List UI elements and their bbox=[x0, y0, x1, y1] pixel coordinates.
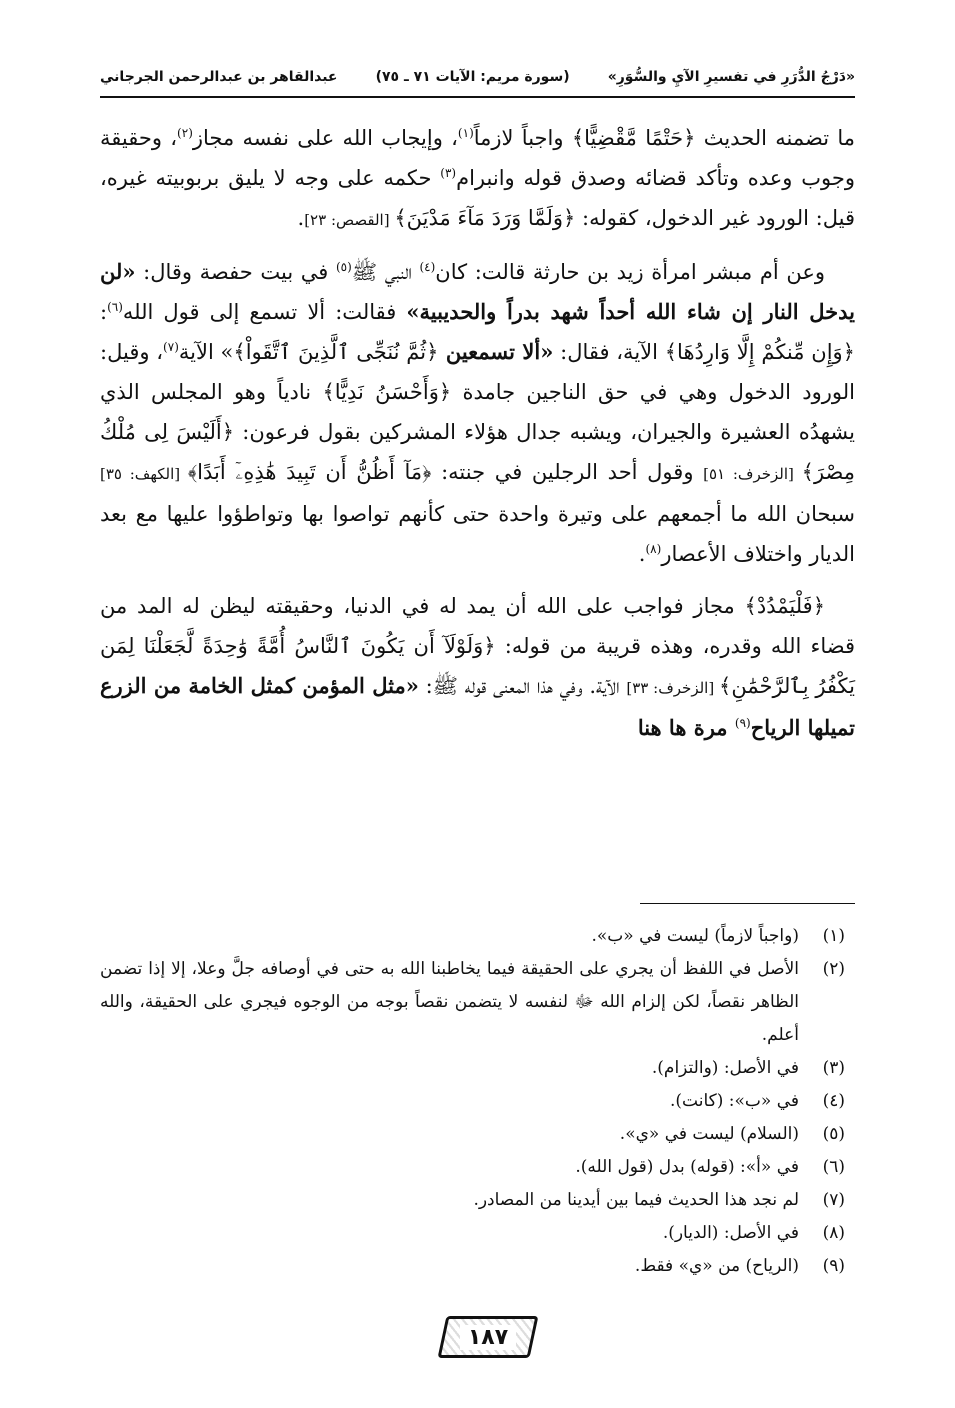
footnote-ref: (٢) bbox=[177, 126, 193, 140]
footnote-ref: (٨) bbox=[645, 542, 662, 556]
footnote-text: في «أ»: (قوله) بدل (قول الله). bbox=[575, 1157, 799, 1177]
footnote-number: (١) bbox=[822, 926, 845, 946]
footnote-ref: (١) bbox=[457, 126, 474, 140]
quran-verse: ﴿أَلَيْسَ لِى مُلْكُ مِصْرَ﴾ bbox=[100, 420, 856, 484]
footnote-number: (٣) bbox=[822, 1058, 845, 1078]
text: وعن أم مبشر امرأة زيد بن حارثة قالت: كان bbox=[435, 260, 825, 284]
text: : bbox=[100, 300, 108, 324]
footnote-number: (٧) bbox=[822, 1190, 845, 1210]
text: في بيت حفصة وقال: bbox=[135, 260, 336, 284]
running-header bbox=[100, 60, 855, 94]
footnote-ref: (٩) bbox=[734, 716, 751, 730]
text: ، وإيجاب الله على نفسه مجاز bbox=[192, 126, 458, 150]
page-number: ١٨٧ bbox=[460, 1325, 516, 1350]
text: فقالت: ألا تسمع إلى قول الله bbox=[122, 300, 407, 324]
footnote bbox=[100, 1250, 845, 1283]
footnote-text: لم نجد هذا الحديث فيما بين أيدينا من المصادر. bbox=[473, 1190, 799, 1210]
quran-verse: ﴿فَلْيَمْدُدْ﴾ bbox=[744, 594, 825, 618]
quran-verse: ﴿وَأَحْسَنُ نَدِيًّا﴾ bbox=[322, 380, 452, 404]
footnote-number: (٩) bbox=[822, 1256, 845, 1276]
footnote bbox=[100, 1184, 845, 1217]
footnote-ref: (٤) bbox=[419, 260, 436, 274]
text: ، وحقيقة وجوب وعده وتأكد قضائه وصدق قوله وانبرام bbox=[100, 126, 855, 190]
verse-reference: [الكهف: ٣٥] bbox=[100, 465, 188, 483]
text: ، وقيل: الورود الدخول وهي في حق الناجين جامدة bbox=[100, 340, 855, 404]
text: وقول أحد الرجلين في جنته: bbox=[431, 460, 704, 484]
paragraph-3 bbox=[100, 586, 855, 748]
footnote-ref: (٦) bbox=[107, 300, 123, 314]
quran-verse: ﴿وَلَوْلَآ أَن يَكُونَ ٱلنَّاسُ أُمَّةً وَٰحِدَةً لَّجَعَلْنَا لِمَن يَكْفُرُ بِٱلرَّحْمَٰنِ﴾ bbox=[100, 634, 855, 698]
footnote-ref: (٣) bbox=[440, 166, 457, 180]
footnote bbox=[100, 1217, 845, 1250]
hadith-text: «مثل المؤمن كمثل الخامة من الزرع تميلها الرياح bbox=[100, 673, 855, 740]
footnote-number: (٨) bbox=[822, 1223, 845, 1243]
text: . bbox=[297, 206, 305, 230]
footnote-text: في الأصل: (الديار). bbox=[662, 1223, 799, 1243]
quran-verse: ﴿وَلَمَّا وَرَدَ مَآءَ مَدْيَنَ﴾ bbox=[394, 206, 576, 230]
footnote-ref: (٥) bbox=[335, 260, 352, 274]
footnote-text: في الأصل: (والتزام). bbox=[651, 1058, 799, 1078]
surah-reference: (سورة مريم: الآيات ٧١ ـ ٧٥) bbox=[375, 69, 570, 85]
text: سبحان الله ما أجمعهم على وتيرة واحدة حتى كأنهم تواصوا بها وتواطؤوا عليها مع بعد الديار واختلاف الأعصار bbox=[100, 502, 855, 566]
footnote-number: (٢) bbox=[822, 959, 845, 979]
footnote bbox=[100, 1118, 845, 1151]
main-text bbox=[100, 118, 855, 760]
text: . bbox=[638, 542, 646, 566]
hadith-text: مرة ها هنا bbox=[637, 715, 735, 740]
footnote-text: (واجباً لازماً) ليست في «ب». bbox=[591, 926, 799, 946]
author-name: عبدالقاهر بن عبدالرحمن الجرجاني bbox=[100, 69, 338, 85]
verse-reference: [القصص: ٢٣] bbox=[304, 211, 395, 229]
hadith-text: «ألا تسمعين bbox=[438, 339, 554, 364]
text: الآية. وفي هذا المعنى قوله ﷺ: bbox=[418, 674, 627, 698]
text: » الآية bbox=[178, 340, 234, 364]
footnote-text: الأصل في اللفظ أن يجري على الحقيقة فيما يخاطبنا الله به حتى في أوصافه جلَّ وعلا، إلا إذا تضمن الظاهر نقصاً، لكن إلزام الله ﷻ لنفسه لا يتضمن نقصاً بوجه من الوجوه فيجري على الحقيقة، والله أعلم. bbox=[100, 959, 799, 1045]
text: حكمه على وجه لا يليق بربوبيته غيره، قيل: الورود غير الدخول، كقوله: bbox=[100, 166, 855, 230]
footnote-text: (الرياح) من «ي» فقط. bbox=[634, 1256, 799, 1276]
quran-verse: ﴿مَآ أَظُنُّ أَن تَبِيدَ هَٰذِهِۦٓ أَبَدًا﴾ bbox=[187, 460, 432, 484]
footnote-number: (٥) bbox=[822, 1124, 845, 1144]
quran-verse: ﴿حَتْمًا مَّقْضِيًّا﴾ bbox=[571, 126, 696, 150]
book-title: «دَرْجُ الدُّرَرِ في تفسيرِ الآيِ والسُّوَرِ» bbox=[607, 69, 855, 85]
text: النبي ﷺ bbox=[351, 260, 420, 284]
verse-reference: [الزخرف: ٥١] bbox=[703, 465, 802, 483]
text: واجباً لازماً bbox=[473, 126, 572, 150]
paragraph-1 bbox=[100, 118, 855, 240]
footnote bbox=[100, 920, 845, 953]
paragraph-2 bbox=[100, 252, 855, 574]
page-number-badge bbox=[442, 1316, 534, 1358]
footnote-rule bbox=[640, 903, 855, 904]
hadith-text: «لن يدخل النار إن شاء الله أحداً شهد بدراً والحديبية» bbox=[100, 259, 855, 324]
text: الآية، فقال: bbox=[553, 340, 665, 364]
footnote-text: (السلام) ليست في «ي». bbox=[619, 1124, 799, 1144]
footnote bbox=[100, 953, 845, 1052]
footnotes bbox=[100, 920, 845, 1283]
footnote bbox=[100, 1085, 845, 1118]
quran-verse: ﴿ثُمَّ نُنَجِّى ٱلَّذِينَ ٱتَّقَواْ﴾ bbox=[233, 340, 439, 364]
verse-reference: [الزخرف: ٣٣] bbox=[626, 679, 720, 697]
footnote-number: (٦) bbox=[822, 1157, 845, 1177]
header-rule bbox=[100, 96, 855, 98]
footnote bbox=[100, 1052, 845, 1085]
text: نادياً وهو المجلس الذي يشهدُه العشيرة والجيران، ويشبه جدال هؤلاء المشركين بقول فرعون: bbox=[100, 380, 855, 444]
text: ما تضمنه الحديث bbox=[695, 126, 856, 150]
footnote-number: (٤) bbox=[822, 1091, 845, 1111]
footnote-ref: (٧) bbox=[163, 340, 179, 354]
text: مجاز فواجب على الله أن يمد له في الدنيا، وحقيقته ليظن له المد من قضاء الله وقدره، وهذه قريبة من قوله: bbox=[100, 594, 855, 658]
quran-verse: ﴿وَإِن مِّنكُمْ إِلَّا وَارِدُهَا﴾ bbox=[664, 340, 855, 364]
footnote-text: في «ب»: (كانت). bbox=[669, 1091, 799, 1111]
footnote bbox=[100, 1151, 845, 1184]
